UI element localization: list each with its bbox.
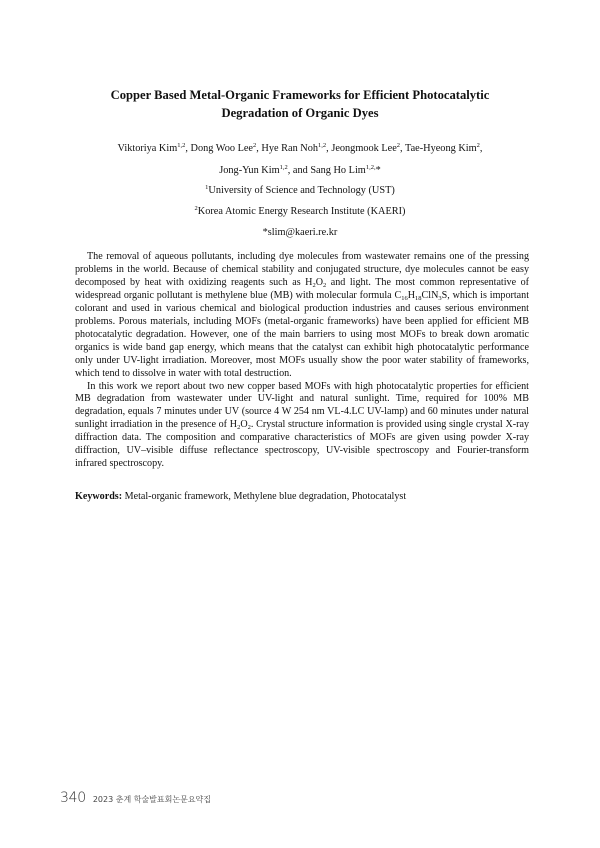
author-name: Dong Woo Lee <box>190 143 253 154</box>
author-affil-sup: 2 <box>476 142 480 149</box>
subscript: 2 <box>237 424 241 432</box>
author-affil-sup: 1,2 <box>279 163 288 171</box>
abstract-text: and light. The most common representative of widespread organic pollutant is methylene blue (MB) with molecular formula C <box>75 276 529 301</box>
corresponding-mark: * <box>375 164 381 176</box>
abstract-text: ClN <box>421 289 439 301</box>
subscript: 2 <box>312 281 316 289</box>
author-name: Viktoriya Kim <box>117 143 178 154</box>
abstract-text: O <box>315 276 323 288</box>
author-separator: , <box>256 143 262 154</box>
author-affil-sup: 1,2 <box>318 142 327 149</box>
page-footer <box>60 790 211 806</box>
subscript: 3 <box>438 294 442 302</box>
abstract-text: . Crystal structure information is provided using single crystal X-ray diffraction data. The composition and comparative characteristics of MOFs are given using powder X-ray diffraction, UV–visible diffuse reflectance spectroscopy, UV-visible spectroscopy and Fourier-transform infrared spectroscopy. <box>75 419 529 470</box>
keywords-text: Metal-organic framework, Methylene blue degradation, Photocatalyst <box>122 491 407 502</box>
author-separator: , <box>400 143 406 154</box>
corresponding-email: *slim@kaeri.re.kr <box>262 227 338 238</box>
paper-title <box>60 86 540 122</box>
subscript: 18 <box>415 294 422 302</box>
author-name: Hye Ran Noh <box>261 143 319 154</box>
abstract-text: The removal of aqueous pollutants, including dye molecules from wastewater remains one of the pressing problems in the world. Because of chemical stability and conjugated structure, dye molecules cannot be easy decomposed by heat with oxidizing reagents such as H <box>75 251 529 288</box>
affiliation-text: University of Science and Technology (UST) <box>208 185 395 196</box>
abstract-text: S, which is important colorant and used in various chemical and biological production industries and causes serious environment problems. Porous materials, including MOFs (metal-organic frameworks) have been applied for efficient MB photocatalytic degradation. However, one of the main barriers to using most MOFs to break down aromatic organics is wide band gap energy, which means that the catalyst can exhibit high photocatalytic performance only under UV-light irradiation. Moreover, most MOFs usually show the poor water stability of frameworks, which tend to dissolve in water with total destruction. <box>75 289 530 379</box>
author-affil-sup: 2 <box>396 142 401 149</box>
abstract-text: In this work we report about two new copper based MOFs with high photocatalytic properties for efficient MB degradation from wastewater under UV-light and natural sunlight. Time, required for 100% MB degradation, equals 7 minutes under UV (source 4 W 254 nm VL-4.LC UV-lamp) and 60 minutes under natural sunlight irradiation in the presence of H <box>75 380 529 431</box>
author-separator: , <box>326 143 332 154</box>
author-affil-sup: 1,2, <box>365 163 376 171</box>
title-line-2: Degradation of Organic Dyes <box>221 106 379 120</box>
subscript: 2 <box>247 424 251 432</box>
author-affil-sup: 1,2 <box>177 142 186 149</box>
author-separator: , and <box>287 164 311 176</box>
affiliation-text: Korea Atomic Energy Research Institute (KAERI) <box>197 206 406 217</box>
affiliation-sup: 2 <box>194 205 198 212</box>
affiliation-item <box>40 201 560 222</box>
title-line-1: Copper Based Metal-Organic Frameworks for Efficient Photocatalytic <box>110 88 490 102</box>
affiliation-sup: 1 <box>205 184 209 191</box>
author-line-1 <box>40 138 560 160</box>
abstract-text: H <box>407 289 416 301</box>
page-number: 340 <box>60 790 86 806</box>
author-line-2 <box>40 160 560 182</box>
subscript: 16 <box>401 294 408 302</box>
footer-text: 2023 춘계 학술발표회논문요약집 <box>92 795 212 804</box>
affiliation-item <box>40 180 560 201</box>
keywords <box>75 490 529 503</box>
abstract-text: O <box>240 419 248 431</box>
affiliations <box>40 180 560 243</box>
author-name: Jong-Yun Kim <box>219 164 280 176</box>
subscript: 2 <box>323 281 327 289</box>
author-name: Tae-Hyeong Kim <box>405 143 477 154</box>
abstract <box>75 251 529 471</box>
abstract-paragraph-2 <box>75 381 529 472</box>
abstract-paragraph-1 <box>75 251 529 381</box>
keywords-label: Keywords: <box>75 491 123 502</box>
author-separator: , <box>479 143 483 154</box>
author-separator: , <box>185 143 191 154</box>
author-affil-sup: 2 <box>253 142 257 149</box>
author-list <box>40 138 560 181</box>
author-name: Jeongmook Lee <box>331 143 397 154</box>
author-name: Sang Ho Lim <box>310 164 366 176</box>
